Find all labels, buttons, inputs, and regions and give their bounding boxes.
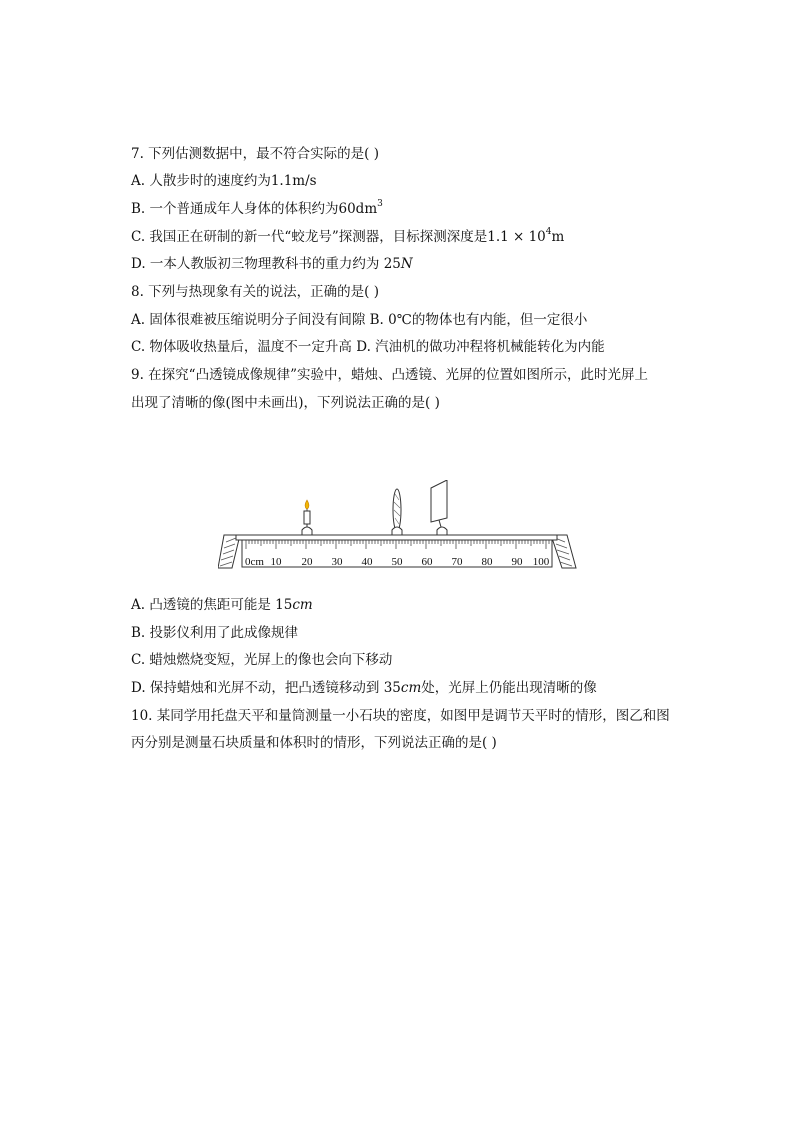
ruler-label-0: 0cm xyxy=(245,556,264,568)
ruler-label-30: 30 xyxy=(331,556,343,568)
q7-option-d xyxy=(131,255,413,273)
q9-stem-line1: 9. 在探究“凸透镜成像规律”实验中，蜡烛、凸透镜、光屏的位置如图所示，此时光屏上 xyxy=(131,367,648,383)
q9-stem-line2: 出现了清晰的像(图中未画出)，下列说法正确的是( ) xyxy=(131,395,440,411)
ruler-label-50: 50 xyxy=(391,556,403,568)
bench-rail xyxy=(236,535,557,540)
q7-option-c-exponent: 4 xyxy=(545,227,552,237)
ruler-label-70: 70 xyxy=(451,556,463,568)
q9-option-d xyxy=(131,679,597,697)
q9-option-c: C. 蜡烛燃烧变短，光屏上的像也会向下移动 xyxy=(131,652,393,668)
q9-option-a xyxy=(131,596,313,614)
screen-holder xyxy=(437,527,447,535)
ruler-label-100: 100 xyxy=(532,556,550,568)
q9-option-d-text: D. 保持蜡烛和光屏不动，把凸透镜移动到 35 xyxy=(131,680,401,696)
q7-option-c xyxy=(131,228,564,246)
q8-options-cd: C. 物体吸收热量后，温度不一定升高 D. 汽油机的做功冲程将机械能转化为内能 xyxy=(131,339,605,355)
screen-board xyxy=(431,480,447,522)
q9-option-a-unit: cm xyxy=(292,597,313,613)
q7-option-d-unit: N xyxy=(400,256,413,272)
q9-option-b: B. 投影仪利用了此成像规律 xyxy=(131,625,299,641)
light-screen xyxy=(431,480,447,535)
q9-option-a-text: A. 凸透镜的焦距可能是 15 xyxy=(131,597,293,613)
candle-body xyxy=(304,511,310,524)
ruler-label-40: 40 xyxy=(361,556,373,568)
q7-stem: 7. 下列估测数据中，最不符合实际的是( ) xyxy=(131,146,379,162)
candle-flame xyxy=(305,500,309,509)
candle-holder xyxy=(302,527,312,535)
ruler-label-80: 80 xyxy=(481,556,493,568)
q10-stem-line1: 10. 某同学用托盘天平和量筒测量一小石块的密度，如图甲是调节天平时的情形，图乙和图 xyxy=(131,708,670,724)
q7-option-b-text: B. 一个普通成年人身体的体积约为60dm xyxy=(131,201,378,217)
convex-lens xyxy=(392,489,402,535)
q9-option-d-unit: cm xyxy=(400,680,422,696)
q7-option-c-text: C. 我国正在研制的新一代“蛟龙号”探测器，目标探测深度是1.1 × 10 xyxy=(131,229,546,245)
ruler-label-20: 20 xyxy=(301,556,313,568)
lens-holder xyxy=(392,527,402,535)
optical-bench-figure xyxy=(218,480,578,575)
ruler-label-10: 10 xyxy=(270,556,282,568)
q7-option-a: A. 人散步时的速度约为1.1m/s xyxy=(131,173,317,189)
q7-option-b xyxy=(131,200,383,218)
q7-option-b-exponent: 3 xyxy=(377,199,383,209)
q8-stem: 8. 下列与热现象有关的说法，正确的是( ) xyxy=(131,284,379,300)
q7-option-c-unit: m xyxy=(551,229,565,245)
ruler-label-90: 90 xyxy=(511,556,523,568)
q7-option-d-text: D. 一本人教版初三物理教科书的重力约为 25 xyxy=(131,256,401,272)
ruler-label-60: 60 xyxy=(421,556,433,568)
candle xyxy=(302,500,312,535)
q9-option-d-text-end: 处，光屏上仍能出现清晰的像 xyxy=(421,680,597,696)
q8-options-ab: A. 固体很难被压缩说明分子间没有间隙 B. 0℃的物体也有内能，但一定很小 xyxy=(131,312,588,328)
q10-stem-line2: 丙分别是测量石块质量和体积时的情形，下列说法正确的是( ) xyxy=(131,735,497,751)
